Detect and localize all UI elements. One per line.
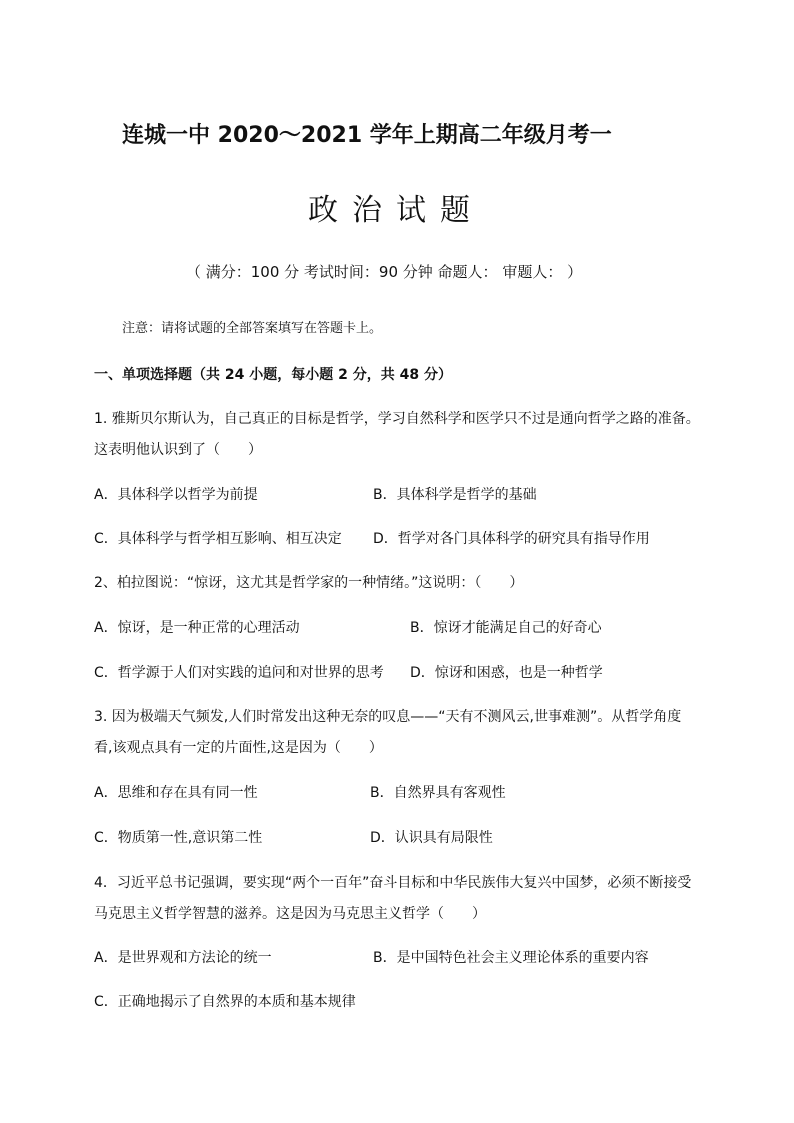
question-1-line-2: 这表明他认识到了（ ）	[94, 442, 262, 458]
question-4-option-b: B．是中国特色社会主义理论体系的重要内容	[373, 950, 649, 966]
question-1-option-a: A．具体科学以哲学为前提	[94, 487, 258, 503]
question-2-option-a: A．惊讶，是一种正常的心理活动	[94, 620, 300, 636]
question-1-option-d: D．哲学对各门具体科学的研究具有指导作用	[373, 531, 650, 547]
question-4-option-a: A．是世界观和方法论的统一	[94, 950, 272, 966]
question-1-option-b: B．具体科学是哲学的基础	[373, 487, 537, 503]
question-2-option-d: D．惊讶和困惑，也是一种哲学	[410, 665, 603, 681]
question-1-line-1: 1. 雅斯贝尔斯认为，自己真正的目标是哲学，学习自然科学和医学只不过是通向哲学之路的准备。	[94, 411, 700, 427]
question-2-option-c: C．哲学源于人们对实践的追问和对世界的思考	[94, 665, 384, 681]
exam-title: 连城一中 2020～2021 学年上期高二年级月考一	[122, 123, 612, 148]
question-3-option-d: D．认识具有局限性	[370, 830, 493, 846]
question-1-option-c: C．具体科学与哲学相互影响、相互决定	[94, 531, 342, 547]
question-2-option-b: B．惊讶才能满足自己的好奇心	[410, 620, 602, 636]
question-2-line-1: 2、柏拉图说：“惊讶，这尤其是哲学家的一种情绪。”这说明：（ ）	[94, 575, 524, 591]
question-3-line-1: 3. 因为极端天气频发,人们时常发出这种无奈的叹息——“天有不测风云,世事难测”。从哲学角度	[94, 709, 682, 725]
question-4-line-2: 马克思主义哲学智慧的滋养。这是因为马克思主义哲学（ ）	[94, 906, 486, 922]
question-3-option-a: A．思维和存在具有同一性	[94, 785, 258, 801]
question-3-option-c: C．物质第一性,意识第二性	[94, 830, 263, 846]
question-3-option-b: B．自然界具有客观性	[370, 785, 506, 801]
exam-note: 注意：请将试题的全部答案填写在答题卡上。	[122, 321, 383, 336]
question-4-option-c: C．正确地揭示了自然界的本质和基本规律	[94, 994, 356, 1010]
section-heading: 一、单项选择题（共 24 小题，每小题 2 分，共 48 分）	[94, 367, 452, 383]
question-3-line-2: 看,该观点具有一定的片面性,这是因为（ ）	[94, 740, 383, 756]
exam-meta: （ 满分：100 分 考试时间：90 分钟 命题人： 审题人： ）	[186, 263, 583, 281]
question-4-line-1: 4．习近平总书记强调，要实现“两个一百年”奋斗目标和中华民族伟大复兴中国梦，必须不断接受	[94, 875, 692, 891]
subject-title: 政治试题	[308, 193, 484, 228]
